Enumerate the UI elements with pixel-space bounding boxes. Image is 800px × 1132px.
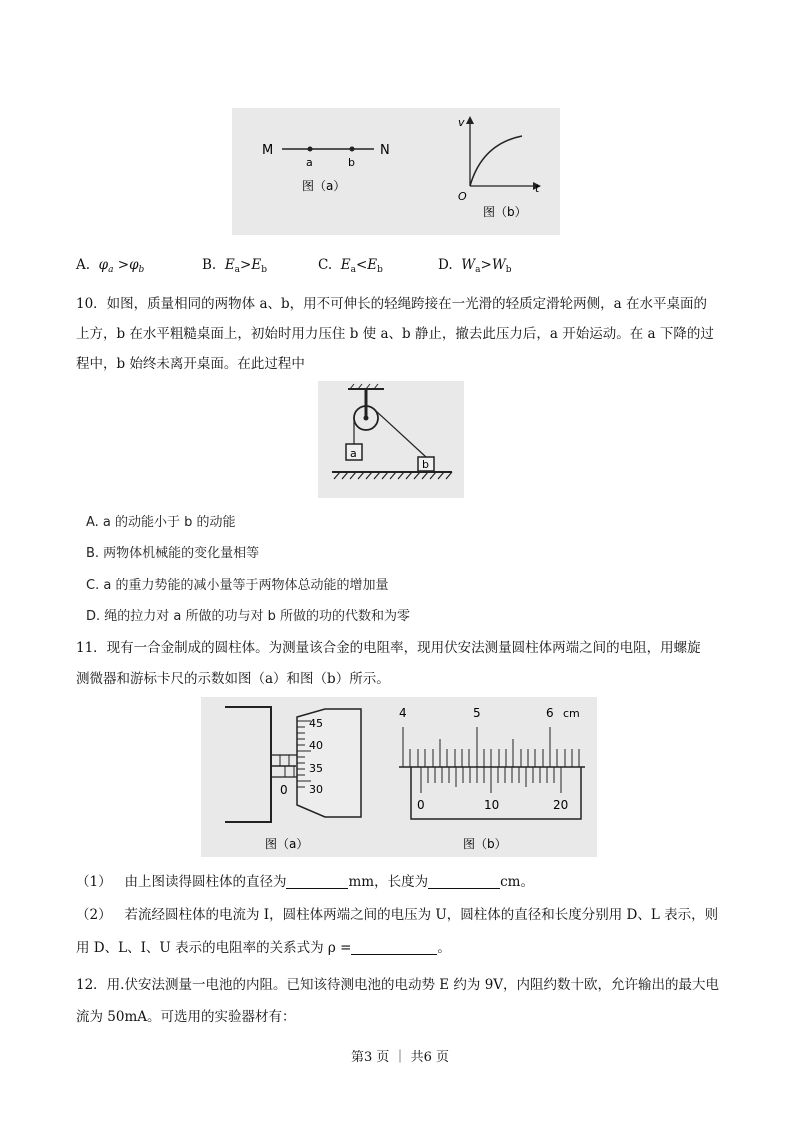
thimble-40: 40 — [309, 739, 323, 752]
q12-line-2: 流为 50mA。可选用的实验器材有： — [76, 1009, 296, 1025]
main-scale-unit: cm — [563, 707, 580, 720]
q10-option-a: A. a 的动能小于 b 的动能 — [86, 515, 236, 530]
q9-option-d: D. $W_a>W_b$ — [438, 257, 512, 275]
origin-O: O — [458, 190, 467, 203]
q12-line-1: 12．用.伏安法测量一电池的内阻。已知该待测电池的电动势 E 约为 9V，内阻约数十欧，允许输出的最大电 — [76, 977, 720, 993]
q10-pulley-drawing — [318, 381, 464, 498]
q10-option-c: C. a 的重力势能的减小量等于两物体总动能的增加量 — [86, 578, 389, 593]
main-scale-5: 5 — [473, 706, 481, 720]
label-block-a: a — [350, 447, 357, 460]
q10-option-d: D. 绳的拉力对 a 所做的功与对 b 所做的功的代数和为零 — [86, 609, 411, 624]
axis-v: v — [458, 116, 465, 129]
q10-figure — [318, 381, 464, 498]
label-point-a: a — [306, 156, 313, 169]
main-scale-6: 6 — [546, 706, 554, 720]
q9-option-c: C. $E_a<E_b$ — [318, 257, 383, 275]
q9-option-a: A. $\varphi_a >\varphi_b$ — [76, 257, 145, 275]
thimble-45: 45 — [309, 717, 323, 730]
micrometer-zero: 0 — [280, 783, 288, 797]
q11-instruments-drawing — [201, 697, 597, 857]
q10-line-3: 程中，b 始终未离开桌面。在此过程中 — [76, 356, 305, 372]
q9-figure — [232, 108, 560, 235]
q11-sub-2-line-2: 用 D、L、I、U 表示的电阻率的关系式为 ρ = 。 — [76, 940, 451, 956]
caption-fig-b-caliper: 图（b） — [463, 837, 507, 851]
vernier-20: 20 — [553, 798, 569, 812]
q11-line-2: 测微器和游标卡尺的示数如图（a）和图（b）所示。 — [76, 671, 390, 687]
label-N: N — [380, 143, 390, 158]
main-scale-4: 4 — [399, 706, 407, 720]
q10-line-1: 10．如图，质量相同的两物体 a、b，用不可伸长的轻绳跨接在一光滑的轻质定滑轮两侧，a 在水平桌面的 — [76, 296, 707, 312]
axis-t: t — [535, 182, 540, 195]
vernier-10: 10 — [484, 798, 500, 812]
blank-length[interactable] — [428, 874, 500, 889]
q9-figure-drawing — [232, 108, 560, 235]
q11-line-1: 11．现有一合金制成的圆柱体。为测量该合金的电阻率，现用伏安法测量圆柱体两端之间的电阻，用螺旋 — [76, 640, 701, 656]
q11-sub-2: （2） 若流经圆柱体的电流为 I，圆柱体两端之间的电压为 U，圆柱体的直径和长度分别用 D、L 表示，则 — [76, 907, 719, 923]
q11-figure — [201, 697, 597, 857]
thimble-35: 35 — [309, 762, 323, 775]
label-M: M — [262, 143, 274, 158]
label-block-b: b — [422, 458, 429, 471]
q9-option-b: B. $E_a>E_b$ — [202, 257, 267, 275]
label-point-b: b — [348, 156, 355, 169]
page-footer: 第3 页 ｜ 共6 页 — [350, 1050, 450, 1065]
caption-fig-b: 图（b） — [483, 205, 527, 219]
caption-fig-a-micrometer: 图（a） — [265, 837, 309, 851]
q11-sub-1: （1） 由上图读得圆柱体的直径为 mm，长度为 cm。 — [76, 874, 534, 890]
blank-diameter[interactable] — [286, 874, 348, 889]
vernier-0: 0 — [417, 798, 425, 812]
blank-resistivity[interactable] — [351, 940, 437, 955]
thimble-30: 30 — [309, 783, 323, 796]
q10-line-2: 上方，b 在水平粗糙桌面上，初始时用力压住 b 使 a、b 静止，撤去此压力后，a 开始运动。在 a 下降的过 — [76, 326, 714, 342]
caption-fig-a: 图（a） — [302, 179, 346, 193]
q10-option-b: B. 两物体机械能的变化量相等 — [86, 546, 260, 561]
